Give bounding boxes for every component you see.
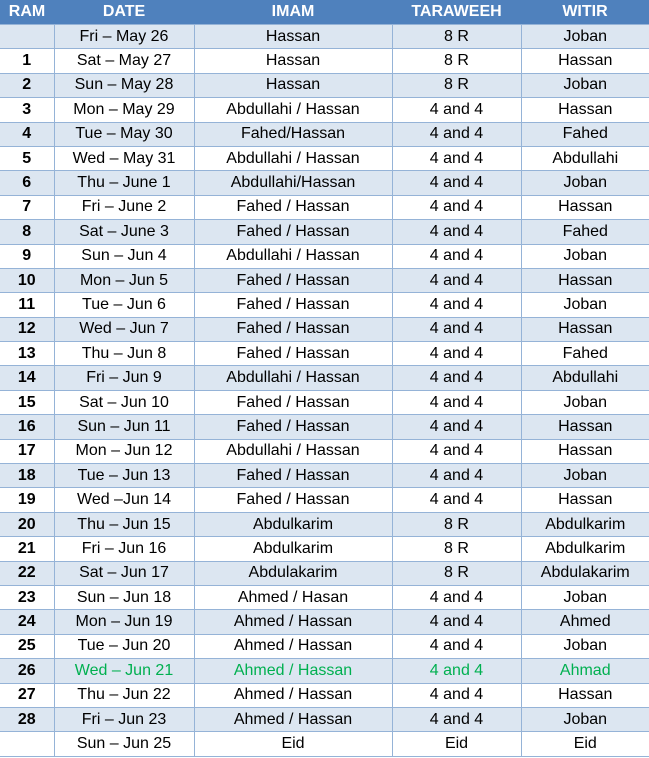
taraweeh-cell: 4 and 4 xyxy=(392,220,521,244)
taraweeh-cell: 4 and 4 xyxy=(392,464,521,488)
taraweeh-cell: 4 and 4 xyxy=(392,195,521,219)
ram-cell: 26 xyxy=(0,659,54,683)
table-row xyxy=(0,171,649,195)
table-row xyxy=(0,415,649,439)
table-row xyxy=(0,244,649,268)
witir-cell: Joban xyxy=(521,707,649,731)
taraweeh-cell: 4 and 4 xyxy=(392,244,521,268)
witir-cell: Hassan xyxy=(521,415,649,439)
table-row xyxy=(0,561,649,585)
taraweeh-cell: 4 and 4 xyxy=(392,659,521,683)
witir-cell: Hassan xyxy=(521,268,649,292)
witir-cell: Fahed xyxy=(521,122,649,146)
ram-cell: 27 xyxy=(0,683,54,707)
witir-cell: Joban xyxy=(521,390,649,414)
ram-cell: 10 xyxy=(0,268,54,292)
imam-cell: Ahmed / Hassan xyxy=(194,634,392,658)
header-row xyxy=(0,0,649,25)
taraweeh-cell: 4 and 4 xyxy=(392,488,521,512)
date-cell: Tue – Jun 6 xyxy=(54,293,194,317)
taraweeh-cell: 4 and 4 xyxy=(392,268,521,292)
ram-cell: 5 xyxy=(0,146,54,170)
date-cell: Wed – Jun 7 xyxy=(54,317,194,341)
witir-cell: Fahed xyxy=(521,220,649,244)
ram-cell: 8 xyxy=(0,220,54,244)
imam-cell: Abdullahi / Hassan xyxy=(194,244,392,268)
witir-cell: Joban xyxy=(521,73,649,97)
ram-cell: 23 xyxy=(0,585,54,609)
table-row xyxy=(0,512,649,536)
ram-cell: 12 xyxy=(0,317,54,341)
witir-cell: Hassan xyxy=(521,49,649,73)
date-cell: Tue – Jun 20 xyxy=(54,634,194,658)
header-ram: RAM xyxy=(0,0,54,25)
witir-cell: Joban xyxy=(521,464,649,488)
taraweeh-cell: 4 and 4 xyxy=(392,171,521,195)
table-row xyxy=(0,317,649,341)
imam-cell: Hassan xyxy=(194,49,392,73)
imam-cell: Fahed / Hassan xyxy=(194,195,392,219)
imam-cell: Fahed / Hassan xyxy=(194,268,392,292)
taraweeh-cell: 4 and 4 xyxy=(392,585,521,609)
date-cell: Mon – Jun 5 xyxy=(54,268,194,292)
witir-cell: Joban xyxy=(521,293,649,317)
ram-cell xyxy=(0,25,54,49)
table-row xyxy=(0,366,649,390)
taraweeh-cell: 4 and 4 xyxy=(392,342,521,366)
ram-cell: 25 xyxy=(0,634,54,658)
header-date: DATE xyxy=(54,0,194,25)
taraweeh-cell: 4 and 4 xyxy=(392,293,521,317)
table-row xyxy=(0,342,649,366)
table-row xyxy=(0,464,649,488)
table-row xyxy=(0,220,649,244)
taraweeh-cell: 4 and 4 xyxy=(392,146,521,170)
date-cell: Fri – May 26 xyxy=(54,25,194,49)
date-cell: Wed –Jun 14 xyxy=(54,488,194,512)
date-cell: Sun – Jun 11 xyxy=(54,415,194,439)
date-cell: Fri – Jun 23 xyxy=(54,707,194,731)
table-row xyxy=(0,683,649,707)
witir-cell: Hassan xyxy=(521,683,649,707)
date-cell: Thu – Jun 15 xyxy=(54,512,194,536)
imam-cell: Ahmed / Hassan xyxy=(194,610,392,634)
date-cell: Sat – June 3 xyxy=(54,220,194,244)
ram-cell: 15 xyxy=(0,390,54,414)
taraweeh-cell: 4 and 4 xyxy=(392,415,521,439)
table-row xyxy=(0,98,649,122)
ram-cell: 22 xyxy=(0,561,54,585)
ram-cell: 11 xyxy=(0,293,54,317)
date-cell: Thu – Jun 8 xyxy=(54,342,194,366)
taraweeh-cell: 4 and 4 xyxy=(392,98,521,122)
date-cell: Mon – Jun 19 xyxy=(54,610,194,634)
date-cell: Sun – May 28 xyxy=(54,73,194,97)
ram-cell: 9 xyxy=(0,244,54,268)
date-cell: Tue – Jun 13 xyxy=(54,464,194,488)
ram-cell: 20 xyxy=(0,512,54,536)
imam-cell: Ahmed / Hassan xyxy=(194,683,392,707)
date-cell: Sun – Jun 18 xyxy=(54,585,194,609)
witir-cell: Hassan xyxy=(521,317,649,341)
ram-cell: 28 xyxy=(0,707,54,731)
date-cell: Thu – June 1 xyxy=(54,171,194,195)
date-cell: Sat – Jun 10 xyxy=(54,390,194,414)
taraweeh-cell: 4 and 4 xyxy=(392,683,521,707)
witir-cell: Abdullahi xyxy=(521,146,649,170)
taraweeh-cell: 4 and 4 xyxy=(392,122,521,146)
imam-cell: Fahed / Hassan xyxy=(194,415,392,439)
table-row xyxy=(0,707,649,731)
ram-cell: 3 xyxy=(0,98,54,122)
imam-cell: Abdullahi/Hassan xyxy=(194,171,392,195)
ram-cell: 1 xyxy=(0,49,54,73)
table-row xyxy=(0,732,649,756)
table-row xyxy=(0,268,649,292)
taraweeh-cell: 8 R xyxy=(392,25,521,49)
imam-cell: Fahed/Hassan xyxy=(194,122,392,146)
witir-cell: Abdullahi xyxy=(521,366,649,390)
imam-cell: Abdullahi / Hassan xyxy=(194,366,392,390)
table-row xyxy=(0,634,649,658)
date-cell: Fri – Jun 9 xyxy=(54,366,194,390)
date-cell: Sun – Jun 4 xyxy=(54,244,194,268)
taraweeh-cell: 8 R xyxy=(392,73,521,97)
witir-cell: Joban xyxy=(521,25,649,49)
table-row xyxy=(0,390,649,414)
witir-cell: Abdulkarim xyxy=(521,512,649,536)
date-cell: Tue – May 30 xyxy=(54,122,194,146)
taraweeh-cell: 8 R xyxy=(392,537,521,561)
imam-cell: Abdulkarim xyxy=(194,512,392,536)
date-cell: Mon – Jun 12 xyxy=(54,439,194,463)
witir-cell: Joban xyxy=(521,634,649,658)
taraweeh-cell: 4 and 4 xyxy=(392,366,521,390)
imam-cell: Hassan xyxy=(194,25,392,49)
header-taraweeh: TARAWEEH xyxy=(392,0,521,25)
date-cell: Fri – Jun 16 xyxy=(54,537,194,561)
witir-cell: Hassan xyxy=(521,195,649,219)
imam-cell: Fahed / Hassan xyxy=(194,342,392,366)
imam-cell: Fahed / Hassan xyxy=(194,390,392,414)
date-cell: Sun – Jun 25 xyxy=(54,732,194,756)
ram-cell: 7 xyxy=(0,195,54,219)
taraweeh-cell: Eid xyxy=(392,732,521,756)
taraweeh-cell: 8 R xyxy=(392,512,521,536)
ram-cell: 19 xyxy=(0,488,54,512)
table-row xyxy=(0,146,649,170)
imam-cell: Abdullahi / Hassan xyxy=(194,439,392,463)
imam-cell: Ahmed / Hassan xyxy=(194,707,392,731)
taraweeh-cell: 8 R xyxy=(392,561,521,585)
date-cell: Wed – Jun 21 xyxy=(54,659,194,683)
taraweeh-cell: 4 and 4 xyxy=(392,707,521,731)
taraweeh-cell: 4 and 4 xyxy=(392,390,521,414)
imam-cell: Fahed / Hassan xyxy=(194,488,392,512)
imam-cell: Fahed / Hassan xyxy=(194,464,392,488)
ram-cell: 21 xyxy=(0,537,54,561)
table-row xyxy=(0,293,649,317)
header-imam: IMAM xyxy=(194,0,392,25)
imam-cell: Abdullahi / Hassan xyxy=(194,146,392,170)
date-cell: Fri – June 2 xyxy=(54,195,194,219)
imam-cell: Eid xyxy=(194,732,392,756)
imam-cell: Hassan xyxy=(194,73,392,97)
ram-cell: 4 xyxy=(0,122,54,146)
table-row-current xyxy=(0,659,649,683)
table-row xyxy=(0,25,649,49)
ram-cell: 6 xyxy=(0,171,54,195)
ram-cell: 24 xyxy=(0,610,54,634)
table-row xyxy=(0,610,649,634)
date-cell: Sat – May 27 xyxy=(54,49,194,73)
taraweeh-cell: 4 and 4 xyxy=(392,610,521,634)
table-row xyxy=(0,439,649,463)
witir-cell: Abdulkarim xyxy=(521,537,649,561)
date-cell: Thu – Jun 22 xyxy=(54,683,194,707)
witir-cell: Hassan xyxy=(521,488,649,512)
ram-cell: 16 xyxy=(0,415,54,439)
witir-cell: Eid xyxy=(521,732,649,756)
imam-cell: Abdulkarim xyxy=(194,537,392,561)
witir-cell: Ahmad xyxy=(521,659,649,683)
taraweeh-cell: 4 and 4 xyxy=(392,439,521,463)
imam-cell: Fahed / Hassan xyxy=(194,220,392,244)
imam-cell: Fahed / Hassan xyxy=(194,317,392,341)
imam-cell: Ahmed / Hasan xyxy=(194,585,392,609)
table-row xyxy=(0,585,649,609)
table-row xyxy=(0,488,649,512)
witir-cell: Hassan xyxy=(521,98,649,122)
taraweeh-cell: 8 R xyxy=(392,49,521,73)
ram-cell xyxy=(0,732,54,756)
imam-cell: Abdullahi / Hassan xyxy=(194,98,392,122)
witir-cell: Joban xyxy=(521,585,649,609)
imam-cell: Abdulakarim xyxy=(194,561,392,585)
witir-cell: Hassan xyxy=(521,439,649,463)
table-row xyxy=(0,73,649,97)
header-witir: WITIR xyxy=(521,0,649,25)
witir-cell: Abdulakarim xyxy=(521,561,649,585)
taraweeh-cell: 4 and 4 xyxy=(392,634,521,658)
witir-cell: Fahed xyxy=(521,342,649,366)
ram-cell: 13 xyxy=(0,342,54,366)
ram-cell: 18 xyxy=(0,464,54,488)
imam-cell: Ahmed / Hassan xyxy=(194,659,392,683)
date-cell: Mon – May 29 xyxy=(54,98,194,122)
ram-cell: 17 xyxy=(0,439,54,463)
table-row xyxy=(0,49,649,73)
table-row xyxy=(0,195,649,219)
ram-cell: 14 xyxy=(0,366,54,390)
witir-cell: Ahmed xyxy=(521,610,649,634)
table-row xyxy=(0,122,649,146)
witir-cell: Joban xyxy=(521,171,649,195)
ram-cell: 2 xyxy=(0,73,54,97)
witir-cell: Joban xyxy=(521,244,649,268)
imam-cell: Fahed / Hassan xyxy=(194,293,392,317)
date-cell: Sat – Jun 17 xyxy=(54,561,194,585)
date-cell: Wed – May 31 xyxy=(54,146,194,170)
table-row xyxy=(0,537,649,561)
taraweeh-cell: 4 and 4 xyxy=(392,317,521,341)
